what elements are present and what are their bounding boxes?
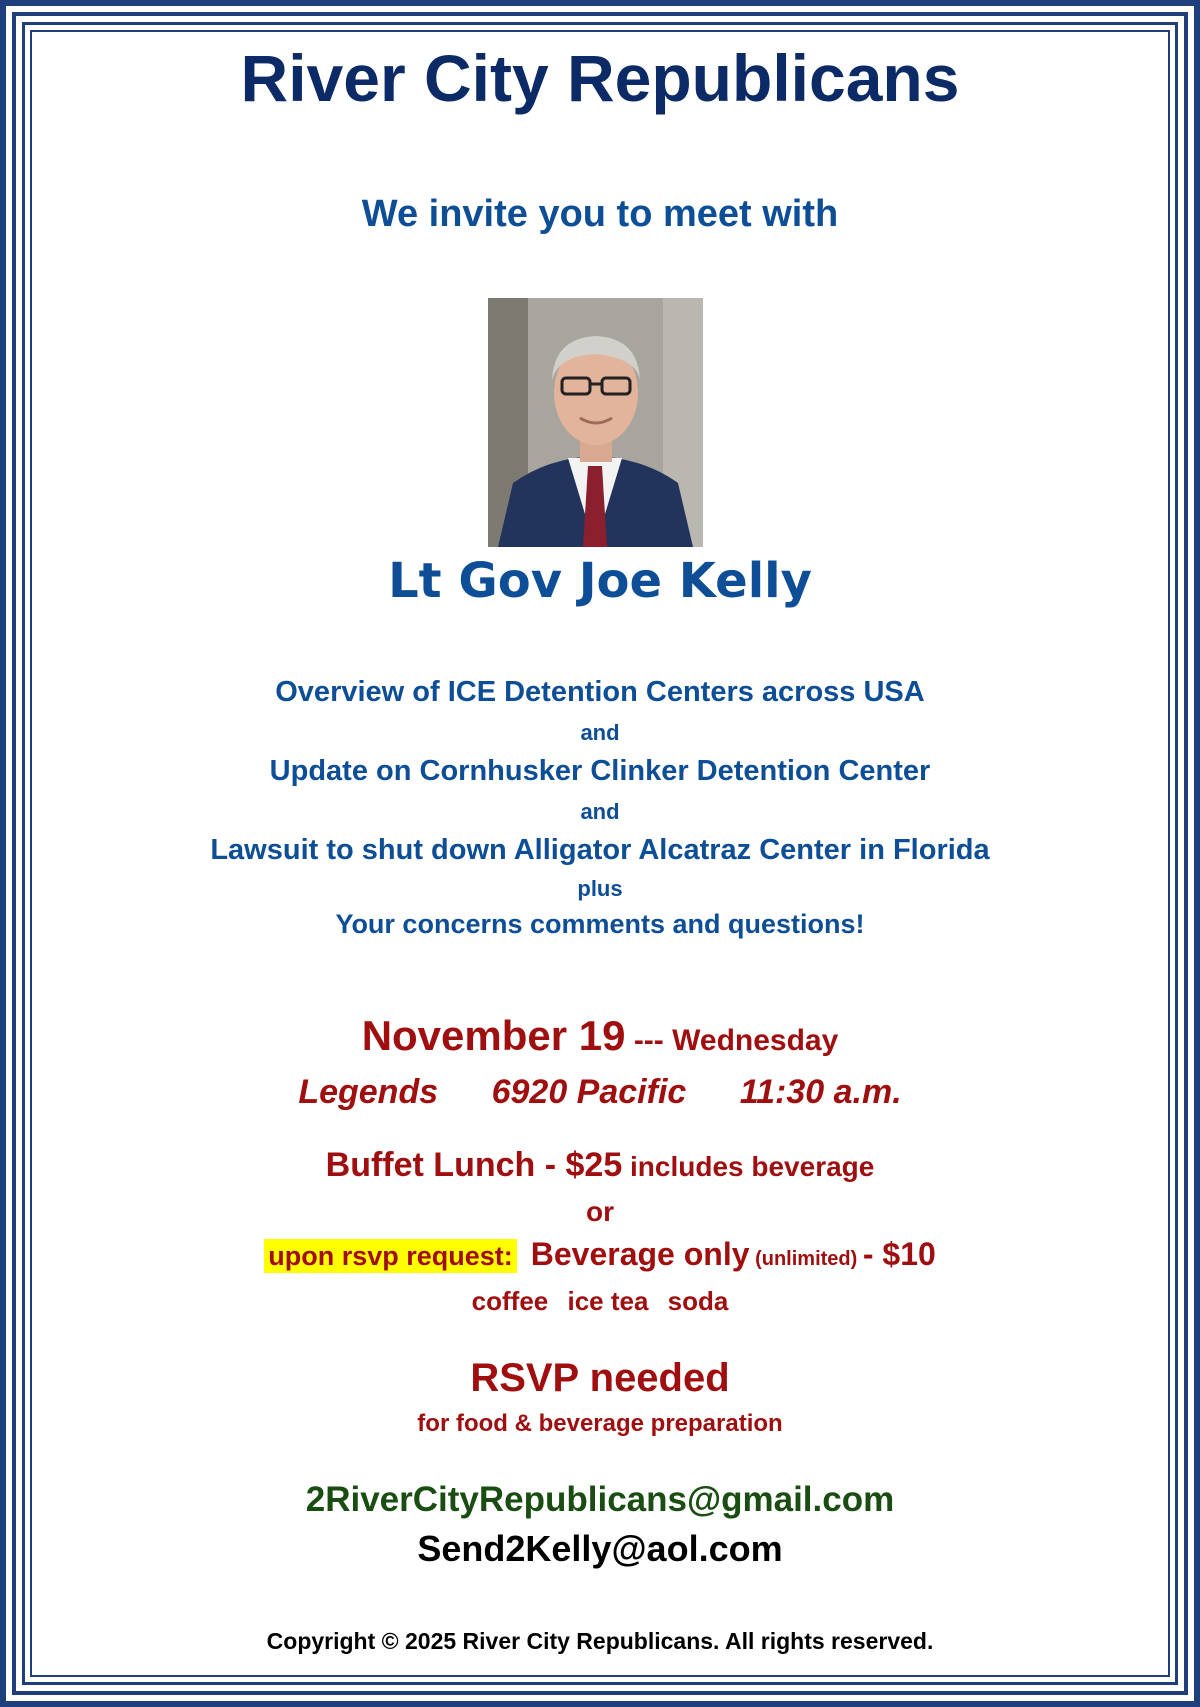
rsvp-subtitle: for food & beverage preparation: [417, 1410, 783, 1437]
topic-1: Overview of ICE Detention Centers across USA: [275, 676, 925, 708]
lunch-price: Buffet Lunch - $25: [325, 1146, 623, 1184]
or-text: or: [586, 1196, 614, 1227]
conjunction-3: plus: [577, 876, 623, 901]
beverage-only: Beverage only: [530, 1236, 750, 1272]
rsvp-request-highlight: upon rsvp request:: [264, 1239, 517, 1273]
copyright-footer: Copyright © 2025 River City Republicans. All rights reserved.: [266, 1628, 934, 1654]
drink-options: [0, 1286, 1200, 1317]
portrait-illustration: [488, 298, 703, 547]
event-time: 11:30 a.m.: [739, 1073, 902, 1111]
topic-3: Lawsuit to shut down Alligator Alcatraz Center in Florida: [210, 834, 990, 866]
venue-address: 6920 Pacific: [491, 1073, 687, 1111]
topic-2: Update on Cornhusker Clinker Detention Center: [269, 755, 931, 787]
venue-name: Legends: [298, 1073, 439, 1111]
rsvp-title: RSVP needed: [470, 1356, 730, 1400]
beverage-note: (unlimited): [749, 1248, 863, 1270]
email-aol[interactable]: Send2Kelly@aol.com: [417, 1528, 783, 1569]
event-day: --- Wednesday: [625, 1024, 839, 1057]
topic-4: Your concerns comments and questions!: [335, 909, 865, 939]
invite-text: We invite you to meet with: [361, 193, 839, 235]
drink-coffee: coffee: [471, 1286, 549, 1316]
drink-ice-tea: ice tea: [567, 1286, 649, 1316]
beverage-price: - $10: [862, 1236, 936, 1272]
email-gmail[interactable]: 2RiverCityRepublicans@gmail.com: [305, 1480, 895, 1519]
drink-soda: soda: [667, 1286, 729, 1316]
event-date: November 19: [361, 1012, 626, 1059]
event-date-line: [0, 1012, 1200, 1060]
speaker-photo: [488, 298, 703, 547]
conjunction-1: and: [580, 720, 620, 745]
lunch-note: includes beverage: [622, 1151, 875, 1182]
conjunction-2: and: [580, 799, 620, 824]
lunch-line: [0, 1146, 1200, 1185]
event-venue-line: [0, 1073, 1200, 1112]
beverage-line: [0, 1236, 1200, 1273]
speaker-name: Lt Gov Joe Kelly: [388, 553, 812, 609]
flyer-title: River City Republicans: [240, 41, 960, 115]
